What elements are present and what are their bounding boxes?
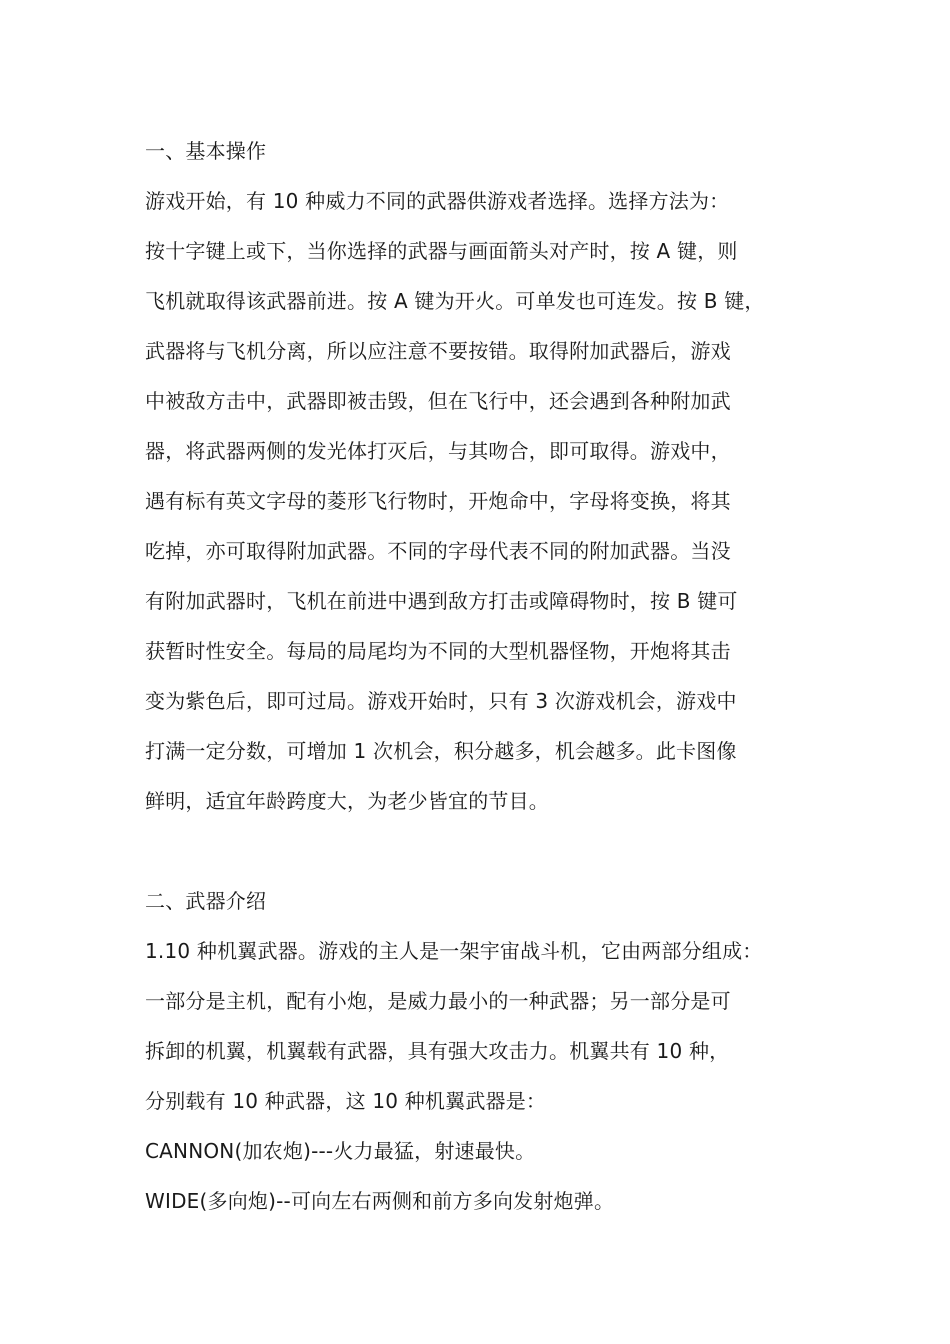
paragraph-line: 分别载有 10 种武器，这 10 种机翼武器是： — [145, 1089, 547, 1113]
paragraph-line: 变为紫色后，即可过局。游戏开始时，只有 3 次游戏机会，游戏中 — [145, 689, 737, 713]
paragraph-line: 中被敌方击中，武器即被击毁，但在飞行中，还会遇到各种附加武 — [145, 389, 731, 413]
paragraph-line: 有附加武器时，飞机在前进中遇到敌方打击或障碍物时，按 B 键可 — [145, 589, 738, 613]
section-heading-basic-operation: 一、基本操作 — [145, 139, 267, 163]
paragraph-line: 武器将与飞机分离，所以应注意不要按错。取得附加武器后，游戏 — [145, 339, 731, 363]
paragraph-line: 1.10 种机翼武器。游戏的主人是一架宇宙战斗机，它由两部分组成： — [145, 939, 763, 963]
weapon-item-wide: WIDE(多向炮)--可向左右两侧和前方多向发射炮弹。 — [145, 1189, 615, 1213]
document-page — [145, 126, 845, 1226]
section-heading-weapon-intro: 二、武器介绍 — [145, 889, 267, 913]
paragraph-line: 获暂时性安全。每局的局尾均为不同的大型机器怪物，开炮将其击 — [145, 639, 731, 663]
weapon-item-cannon: CANNON(加农炮)---火力最猛，射速最快。 — [145, 1139, 536, 1163]
paragraph-line: 拆卸的机翼，机翼载有武器，具有强大攻击力。机翼共有 10 种， — [145, 1039, 730, 1063]
paragraph-line: 吃掉，亦可取得附加武器。不同的字母代表不同的附加武器。当没 — [145, 539, 731, 563]
paragraph-line: 器，将武器两侧的发光体打灭后，与其吻合，即可取得。游戏中， — [145, 439, 731, 463]
paragraph-line: 鲜明，适宜年龄跨度大，为老少皆宜的节目。 — [145, 789, 549, 813]
paragraph-line: 打满一定分数，可增加 1 次机会，积分越多，机会越多。此卡图像 — [145, 739, 737, 763]
paragraph-line: 一部分是主机，配有小炮，是威力最小的一种武器；另一部分是可 — [145, 989, 731, 1013]
paragraph-line: 游戏开始，有 10 种威力不同的武器供游戏者选择。选择方法为： — [145, 189, 730, 213]
paragraph-line: 遇有标有英文字母的菱形飞行物时，开炮命中，字母将变换，将其 — [145, 489, 731, 513]
paragraph-line: 按十字键上或下，当你选择的武器与画面箭头对产时，按 A 键，则 — [145, 239, 738, 263]
section-spacer — [145, 826, 845, 876]
paragraph-line: 飞机就取得该武器前进。按 A 键为开火。可单发也可连发。按 B 键， — [145, 289, 765, 313]
